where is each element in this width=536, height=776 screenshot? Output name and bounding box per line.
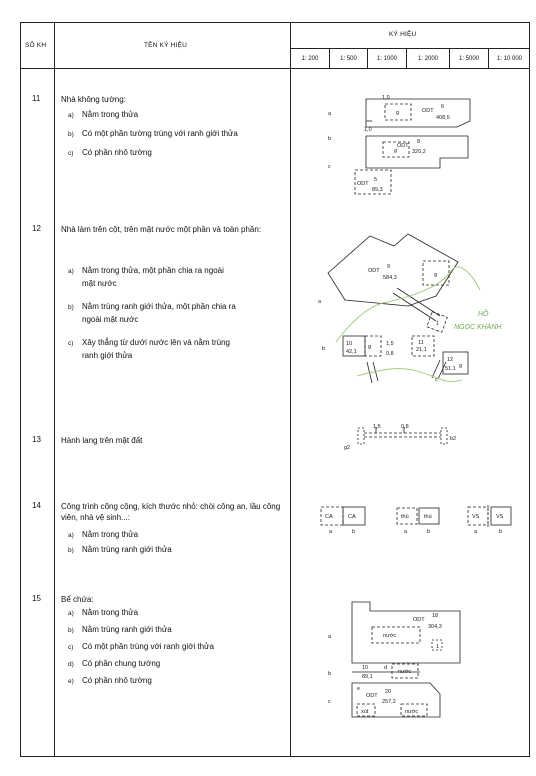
scale-label: 1: 200 [301,56,319,62]
dim-label: 1,5 [386,341,394,347]
label-a: a [404,529,408,535]
lake-label: HỒ [478,311,489,318]
vs-label: VS [472,514,480,520]
num: 8 [417,139,421,145]
area: 51,1 [445,366,456,372]
list-item: a) Nằm trong thửa [68,110,139,119]
odt-label: ODT [413,617,425,623]
label-b: b [427,529,431,535]
list-item-continued: mặt nước [82,279,117,288]
num: 10 [346,341,353,347]
ca-label: CA [325,514,333,520]
label-a: a [474,529,478,535]
list-item: e) Có phần nhô tường [68,676,152,685]
header-col-symbol: KÝ HIỆU [389,31,417,38]
row-title: Hành lang trên mặt đất [61,436,143,445]
g-label: g [396,110,400,116]
g-label: g [434,272,438,278]
list-item: c) Xây thẳng từ dưới nước lên và nằm trùng [68,338,230,347]
num: 18 [432,613,439,619]
row-number: 12 [32,224,41,233]
label-c: c [435,377,438,383]
water-label: nước [383,633,397,639]
area: 408,5 [436,115,450,121]
g-label: g [368,344,372,350]
area: 304,3 [428,624,442,630]
list-item: a) Nằm trong thửa [68,530,139,539]
thu-label: thú [401,514,409,520]
one-label: 1 [436,644,440,650]
dashed-box [358,428,364,444]
list-item-continued: ngoài mặt nước [82,315,139,324]
dim-label: 1,0 [364,127,372,133]
area: 42,1 [346,349,357,355]
scale-label: 1: 1000 [376,56,398,62]
odt-label: ODT [357,181,369,187]
g-label: g [459,363,463,369]
area: 21,1 [416,347,427,353]
g-label: g [394,148,398,154]
odt-label: ODT [368,268,380,274]
house-outline [366,99,470,127]
list-item: c) Có phần nhô tường [68,148,152,157]
area: 257,2 [382,699,396,705]
num: 12 [447,357,454,363]
one-label: 1 [436,321,440,327]
label-a: a [328,634,332,640]
dim-label: 1,5 [373,424,381,430]
e-label: e [357,686,361,692]
label-a: a [328,111,332,117]
num: 5 [374,177,378,183]
row-title: Công trình công cộng, kích thước nhỏ: chòi công an, lầu công viên, nhà vệ sinh...: [61,502,281,522]
b2-label: b2 [450,436,457,442]
dim-label: 0,8 [401,424,409,430]
d-label: d [384,665,388,671]
dashed-box [441,428,447,444]
label-c: c [328,699,331,705]
row-number: 14 [32,501,41,510]
thu-label: thú [424,514,432,520]
header-col-no: SỐ KH [25,42,47,49]
scale-label: 1: 500 [340,56,357,62]
label-b: b [328,136,332,142]
row-title: Bể chứa: [61,595,94,604]
scale-label: 1: 10 000 [496,56,523,62]
xut-label: xút [361,709,369,715]
label-b: b [322,346,326,352]
label-b: b [328,671,332,677]
odt-label: ODT [397,143,409,149]
row-number: 13 [32,435,41,444]
list-item: b) Nằm trùng ranh giới thửa [68,625,172,634]
num: 6 [441,104,445,110]
list-item-continued: ranh giới thửa [82,351,133,360]
header-col-name: TÊN KÝ HIỆU [144,42,188,49]
area: 584,3 [383,275,397,281]
lake-label: NGỌC KHÁNH [454,324,502,331]
scale-label: 1: 2000 [417,56,439,62]
odt-label: ODT [422,108,434,114]
list-item: c) Có một phần trùng với ranh giới thửa [68,642,214,651]
house-outline [352,602,460,663]
num: 20 [385,689,392,695]
water-label: nước [405,709,419,715]
label-b: b [352,529,356,535]
label-a: a [318,299,322,305]
list-item: d) Có phần chung tường [68,659,161,668]
list-item: a) Nằm trong thửa, một phần chia ra ngoài [68,266,224,275]
num: 9 [387,264,391,270]
list-item: b) Nằm trùng ranh giới thửa [68,545,172,554]
water-label: nước [398,669,412,675]
odt-label: ODT [366,693,378,699]
num: 10 [362,665,369,671]
area: 89,1 [362,674,373,680]
list-item: a) Nằm trong thửa [68,608,139,617]
label-a: a [329,529,333,535]
dim-label: 0,8 [386,351,394,357]
label-b: b [499,529,503,535]
row-title: Nhà không tường: [61,95,126,104]
vs-label: VS [496,514,504,520]
label-c: c [328,164,331,170]
g2-label: g2 [344,445,351,451]
num: 11 [418,340,424,346]
house-outline [328,234,458,306]
scale-label: 1: 5000 [458,56,480,62]
dashed-box [412,336,434,356]
list-item: b) Có một phần tường trùng với ranh giới thửa [68,129,238,138]
row-number: 15 [32,594,41,603]
row-number: 11 [32,94,41,103]
row-title: Nhà làm trên cột, trên mặt nước một phần và toàn phần: [61,225,262,234]
dim-label: 1,0 [382,95,390,101]
area: 320,2 [412,149,426,155]
ca-label: CA [348,514,356,520]
list-item: b) Nằm trùng ranh giới thửa, một phần chia ra [68,302,236,311]
area: 89,3 [372,187,383,193]
